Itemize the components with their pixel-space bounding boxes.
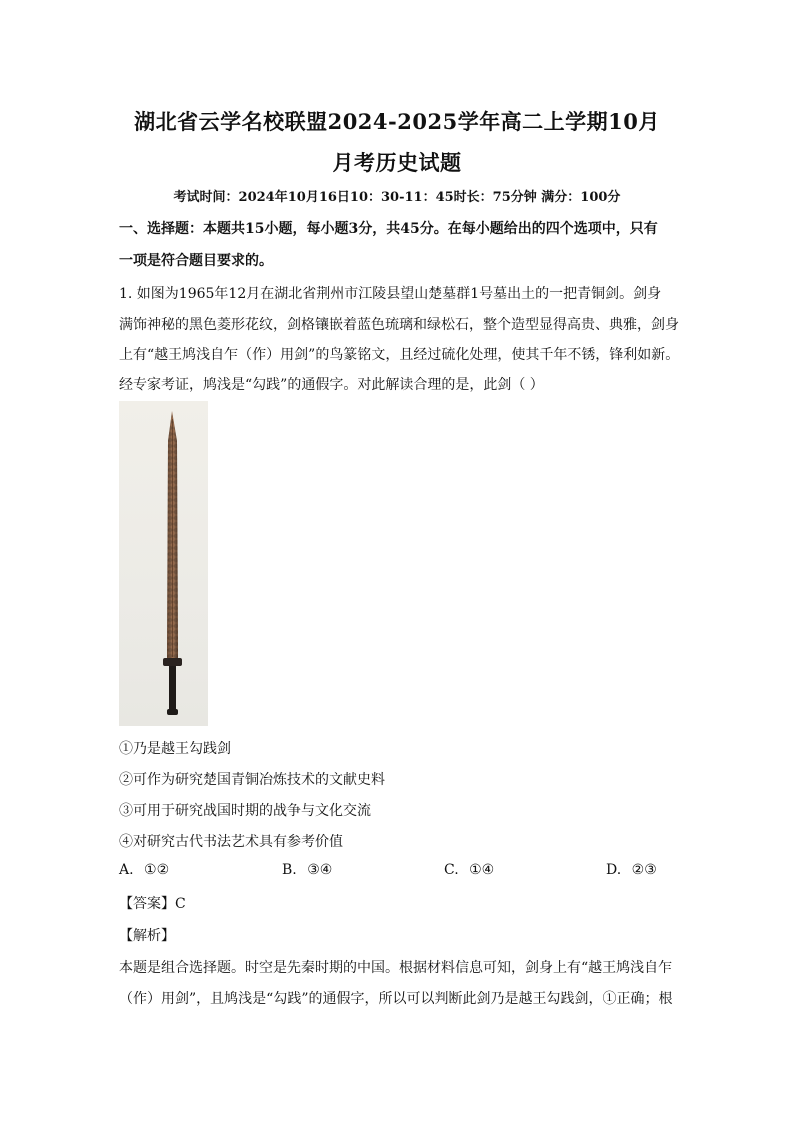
sword-pommel	[167, 709, 178, 715]
title-line-1: 湖北省云学名校联盟2024-2025学年高二上学期10月	[134, 109, 660, 134]
analysis-label: 【解析】	[119, 928, 175, 944]
statement-4: ④对研究古代书法艺术具有参考价值	[119, 834, 343, 850]
question-stem-line-4: 经专家考证，鸠浅是“勾践”的通假字。对此解读合理的是，此剑（ ）	[119, 377, 544, 393]
option-c-value: ①④	[469, 862, 495, 878]
option-a[interactable]	[119, 862, 169, 878]
section-instruction-line-1: 一、选择题：本题共15小题，每小题3分，共45分。在每小题给出的四个选项中，只有	[119, 221, 658, 237]
option-c[interactable]	[444, 862, 494, 878]
answer-value: C	[175, 896, 186, 912]
question-stem-line-1: 1. 如图为1965年12月在湖北省荆州市江陵县望山楚墓群1号墓出土的一把青铜剑。剑身	[119, 286, 662, 302]
title-line-2: 月考历史试题	[332, 150, 462, 175]
sword-illustration	[119, 401, 208, 726]
answer-label: 【答案】	[119, 896, 175, 912]
option-a-value: ①②	[144, 862, 170, 878]
statement-3: ③可用于研究战国时期的战争与文化交流	[119, 803, 371, 819]
analysis-line-2: （作）用剑”，且鸠浅是“勾践”的通假字，所以可以判断此剑乃是越王勾践剑，①正确；根	[119, 991, 673, 1007]
answer-line	[119, 893, 689, 913]
analysis-line-1: 本题是组合选择题。时空是先秦时期的中国。根据材料信息可知，剑身上有“越王鸠浅自乍	[119, 960, 673, 976]
option-b-label: B.	[282, 862, 297, 878]
bronze-sword-image	[119, 401, 208, 726]
statement-2: ②可作为研究楚国青铜冶炼技术的文献史料	[119, 772, 385, 788]
section-instruction-line-2: 一项是符合题目要求的。	[119, 253, 273, 269]
option-a-label: A.	[119, 862, 134, 878]
option-d-value: ②③	[631, 862, 657, 878]
question-stem-line-3: 上有“越王鸠浅自乍（作）用剑”的鸟篆铭文，且经过硫化处理，使其千年不锈，锋利如新。	[119, 347, 680, 363]
option-b-value: ③④	[307, 862, 333, 878]
option-b[interactable]	[282, 862, 332, 878]
exam-info: 考试时间：2024年10月16日10：30-11：45时长：75分钟 满分：100分	[173, 190, 621, 205]
sword-hilt	[169, 666, 176, 710]
sword-guard	[163, 658, 182, 666]
question-stem-line-2: 满饰神秘的黑色菱形花纹，剑格镶嵌着蓝色琉璃和绿松石，整个造型显得高贵、典雅，剑身	[119, 317, 679, 333]
option-d[interactable]	[606, 862, 657, 878]
option-d-label: D.	[606, 862, 622, 878]
statement-1: ①乃是越王勾践剑	[119, 741, 231, 757]
option-c-label: C.	[444, 862, 459, 878]
